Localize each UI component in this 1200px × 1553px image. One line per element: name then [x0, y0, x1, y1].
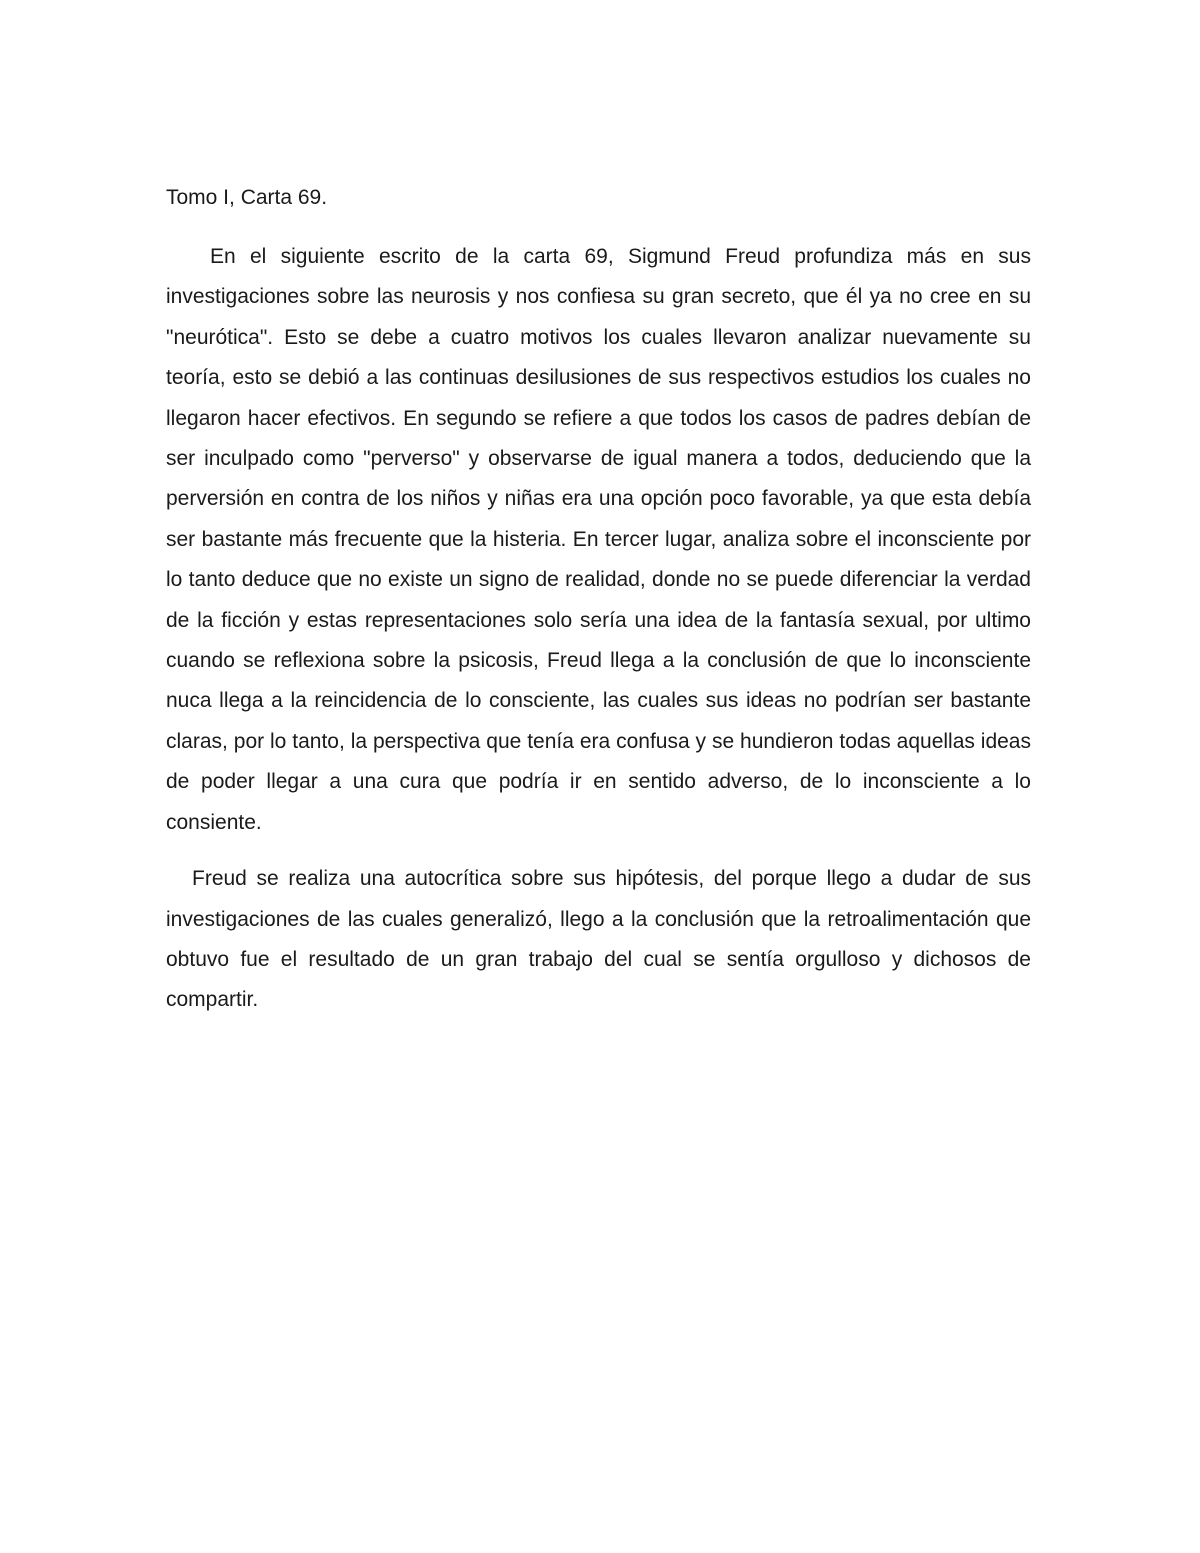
document-body — [166, 183, 1031, 1021]
paragraph-1: En el siguiente escrito de la carta 69, Sigmund Freud profundiza más en sus investigaciones sobre las neurosis y nos confiesa su gran secreto, que él ya no cree en su "neurótica". Esto se debe a cuatro motivos los cuales llevaron analizar nuevamente su teoría, esto se debió a las continuas desilusiones de sus respectivos estudios los cuales no llegaron hacer efectivos. En segundo se refiere a que todos los casos de padres debían de ser inculpado como "perverso" y observarse de igual manera a todos, deduciendo que la perversión en contra de los niños y niñas era una opción poco favorable, ya que esta debía ser bastante más frecuente que la histeria. En tercer lugar, analiza sobre el inconsciente por lo tanto deduce que no existe un signo de realidad, donde no se puede diferenciar la verdad de la ficción y estas representaciones solo sería una idea de la fantasía sexual, por ultimo cuando se reflexiona sobre la psicosis, Freud llega a la conclusión de que lo inconsciente nuca llega a la reincidencia de lo consciente, las cuales sus ideas no podrían ser bastante claras, por lo tanto, la perspectiva que tenía era confusa y se hundieron todas aquellas ideas de poder llegar a una cura que podría ir en sentido adverso, de lo inconsciente a lo consiente. — [166, 245, 1031, 834]
paragraph-2: Freud se realiza una autocrítica sobre sus hipótesis, del porque llego a dudar de sus investigaciones de las cuales generalizó, llego a la conclusión que la retroalimentación que obtuvo fue el resultado de un gran trabajo del cual se sentía orgulloso y dichosos de compartir. — [166, 867, 1031, 1012]
document-heading: Tomo I, Carta 69. — [166, 186, 328, 209]
